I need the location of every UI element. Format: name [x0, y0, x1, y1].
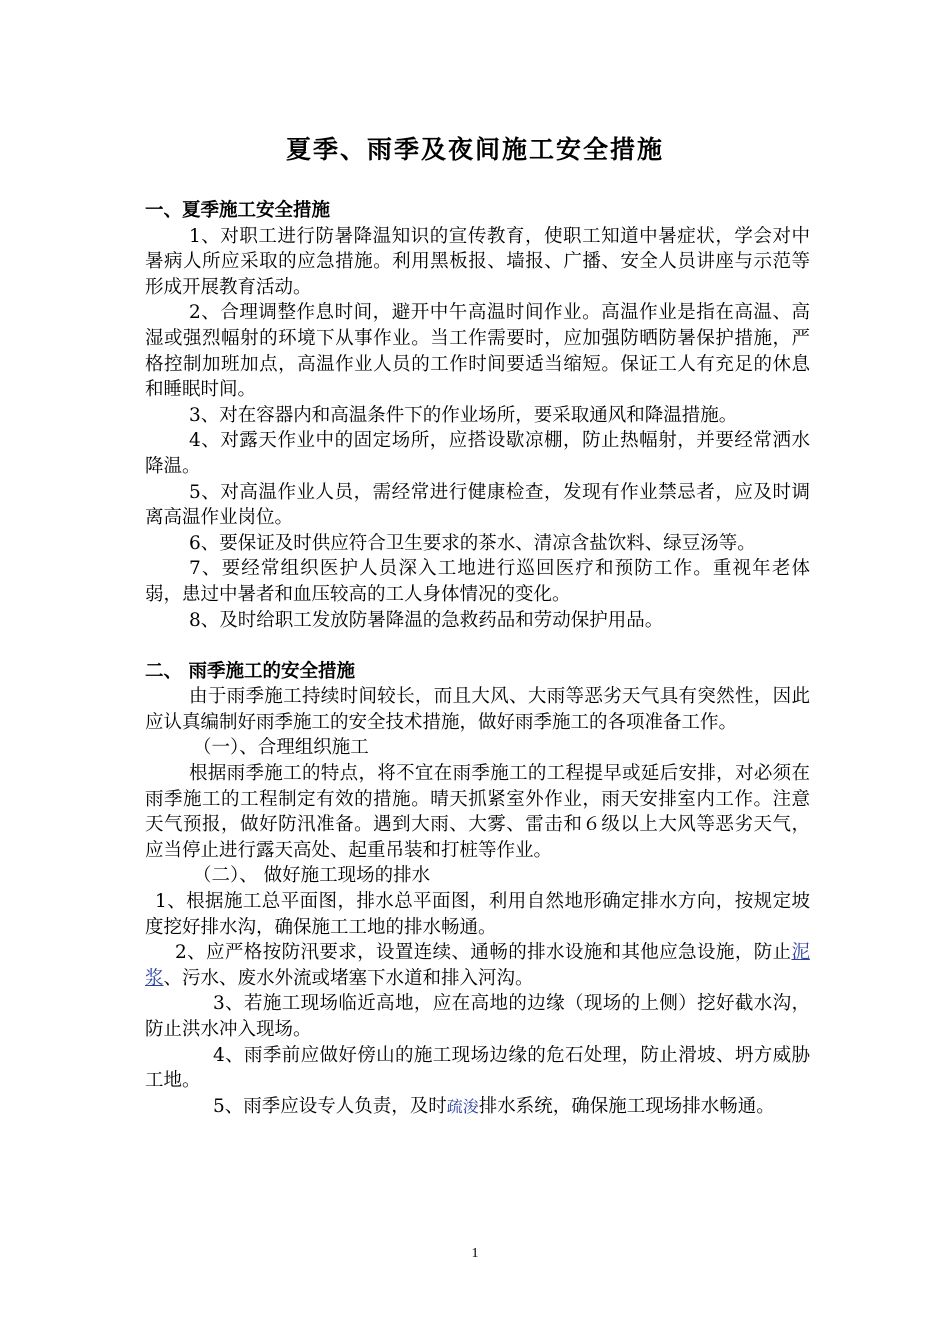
text-span: 2、应严格按防汛要求，设置连续、通畅的排水设施和其他应急设施，防止	[175, 942, 792, 964]
paragraph	[145, 940, 810, 991]
paragraph	[145, 1094, 810, 1120]
paragraph: 8、及时给职工发放防暑降温的急救药品和劳动保护用品。	[189, 609, 664, 631]
section-heading-summer: 一、夏季施工安全措施	[145, 200, 331, 221]
paragraph: 5、对高温作业人员，需经常进行健康检查，发现有作业禁忌者，应及时调离高温作业岗位。	[145, 481, 810, 529]
paragraph: 由于雨季施工持续时间较长，而且大风、大雨等恶劣天气具有突然性，因此应认真编制好雨季施工的安全技术措施，做好雨季施工的各项准备工作。	[145, 686, 810, 733]
subheading: （二）、 做好施工现场的排水	[193, 865, 431, 887]
paragraph: 3、对在容器内和高温条件下的作业场所，要采取通风和降温措施。	[189, 404, 738, 426]
text-span: 5、雨季应设专人负责，及时	[213, 1095, 447, 1117]
paragraph: 根据雨季施工的特点，将不宜在雨季施工的工程提早或延后安排，对必须在雨季施工的工程制定有效的措施。晴天抓紧室外作业，雨天安排室内工作。注意天气预报，做好防汛准备。遇到大雨、大雾、雷击和６级以上大风等恶劣天气，应当停止进行露天高处、起重吊装和打桩等作业。	[145, 763, 810, 861]
page-number: 1	[471, 1246, 479, 1261]
paragraph: 7、要经常组织医护人员深入工地进行巡回医疗和预防工作。重视年老体弱，患过中暑者和血压较高的工人身体情况的变化。	[145, 558, 810, 605]
text-span: 排水系统，确保施工现场排水畅通。	[478, 1095, 775, 1117]
mud-link[interactable]: 泥浆	[145, 942, 810, 989]
paragraph: 3、若施工现场临近高地，应在高地的边缘（现场的上侧）挖好截水沟，防止洪水冲入现场。	[145, 993, 810, 1040]
dredge-link[interactable]: 疏浚	[446, 1096, 479, 1116]
document-body	[145, 198, 810, 1119]
section-heading-rainy: 二、 雨季施工的安全措施	[145, 660, 355, 682]
paragraph: 6、要保证及时供应符合卫生要求的茶水、清凉含盐饮料、绿豆汤等。	[189, 532, 756, 554]
subheading: （一）、合理组织施工	[193, 737, 369, 759]
page-title: 夏季、雨季及夜间施工安全措施	[285, 135, 664, 164]
paragraph: 1、对职工进行防暑降温知识的宣传教育，使职工知道中暑症状，学会对中暑病人所应采取的应急措施。利用黑板报、墙报、广播、安全人员讲座与示范等形成开展教育活动。	[145, 225, 810, 298]
paragraph: 4、雨季前应做好傍山的施工现场边缘的危石处理，防止滑坡、坍方威胁工地。	[145, 1044, 810, 1092]
paragraph: 4、对露天作业中的固定场所，应搭设歇凉棚，防止热幅射，并要经常洒水降温。	[145, 430, 810, 477]
text-span: 、污水、废水外流或堵塞下水道和排入河沟。	[163, 967, 534, 989]
paragraph: 1、根据施工总平面图，排水总平面图，利用自然地形确定排水方向，按规定坡度挖好排水沟，确保施工工地的排水畅通。	[145, 891, 810, 938]
paragraph: 2、合理调整作息时间，避开中午高温时间作业。高温作业是指在高温、高湿或强烈幅射的环境下从事作业。当工作需要时，应加强防晒防暑保护措施，严格控制加班加点，高温作业人员的工作时间要适当缩短。保证工人有充足的休息和睡眠时间。	[145, 302, 810, 401]
